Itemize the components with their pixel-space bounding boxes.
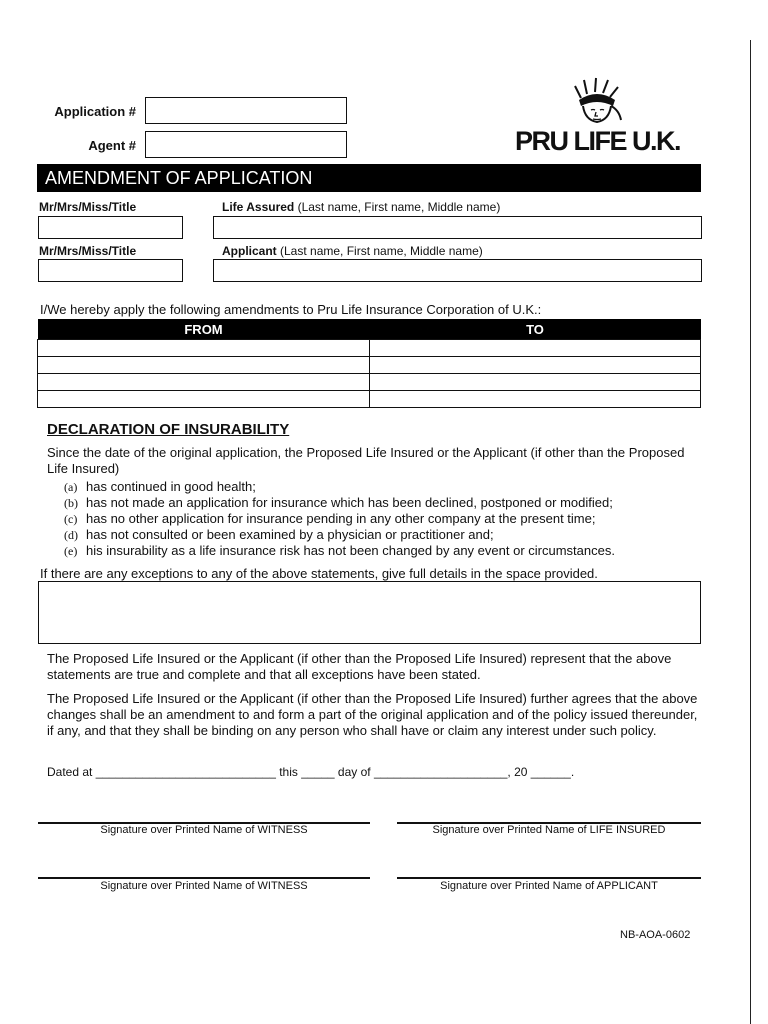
applicant-title-field[interactable] (38, 259, 183, 282)
from-cell[interactable] (38, 357, 370, 374)
exceptions-details-field[interactable] (38, 581, 701, 644)
agent-number-label: Agent # (88, 138, 136, 153)
list-marker: (b) (64, 496, 78, 510)
from-header: FROM (38, 319, 370, 340)
life-insured-caption: Signature over Printed Name of LIFE INSURED (432, 824, 666, 836)
from-cell[interactable] (38, 340, 370, 357)
pru-life-logo (515, 76, 700, 158)
witness-1-caption: Signature over Printed Name of WITNESS (100, 824, 308, 836)
to-cell[interactable] (370, 357, 701, 374)
table-row (38, 391, 701, 408)
applicant-label-bold: Applicant (222, 244, 277, 258)
application-number-field[interactable] (145, 97, 347, 124)
list-item (64, 495, 615, 511)
form-code: NB-AOA-0602 (620, 929, 691, 941)
declaration-lead: Since the date of the original application, the Proposed Life Insured or the Applicant (if other than the Proposed Life Insured) (47, 445, 685, 476)
life-assured-label-hint: (Last name, First name, Middle name) (294, 200, 501, 214)
table-row (38, 357, 701, 374)
list-marker: (e) (64, 544, 78, 558)
list-marker: (d) (64, 528, 78, 542)
list-item (64, 479, 615, 495)
agent-number-field[interactable] (145, 131, 347, 158)
amendments-intro: I/We hereby apply the following amendments to Pru Life Insurance Corporation of U.K.: (40, 302, 542, 317)
list-item (64, 527, 615, 543)
life-assured-label-bold: Life Assured (222, 200, 295, 214)
application-number-label: Application # (54, 104, 136, 119)
dated-line: Dated at ___________________________ this _____ day of ____________________, 20 ______. (47, 765, 575, 779)
exceptions-note: If there are any exceptions to any of the above statements, give full details in the space provided. (40, 566, 598, 581)
list-marker: (a) (64, 480, 78, 494)
to-cell[interactable] (370, 391, 701, 408)
title-label-applicant: Mr/Mrs/Miss/Title (39, 244, 137, 258)
life-assured-title-field[interactable] (38, 216, 183, 239)
table-row (38, 340, 701, 357)
declaration-title: DECLARATION OF INSURABILITY (47, 421, 290, 438)
list-item-text: has no other application for insurance pending in any other company at the present time; (86, 511, 596, 526)
form-title: AMENDMENT OF APPLICATION (45, 168, 313, 188)
page-edge-line (750, 40, 751, 1024)
applicant-label (222, 244, 483, 258)
logo-wordmark: PRU LIFE U.K. (515, 126, 681, 156)
declaration-list (64, 479, 615, 559)
from-cell[interactable] (38, 391, 370, 408)
applicant-label-hint: (Last name, First name, Middle name) (276, 244, 483, 258)
agreement-paragraph: The Proposed Life Insured or the Applicant (if other than the Proposed Life Insured) further agrees that the above changes shall be an amendment to and form a part of the original application and of the policy issued thereunder, if any, and that they shall be binding on any person who shall have or claim any interest under such policy. (47, 691, 698, 738)
to-cell[interactable] (370, 340, 701, 357)
list-marker: (c) (64, 512, 78, 526)
list-item-text: has not made an application for insurance which has been declined, postponed or modified; (86, 495, 613, 510)
representation-paragraph: The Proposed Life Insured or the Applicant (if other than the Proposed Life Insured) represent that the above statements are true and complete and that all exceptions have been stated. (47, 651, 672, 682)
witness-2-signature-line[interactable] (38, 877, 370, 879)
lady-liberty-head-icon (567, 76, 627, 126)
applicant-caption: Signature over Printed Name of APPLICANT (440, 880, 658, 892)
from-cell[interactable] (38, 374, 370, 391)
life-assured-label (222, 200, 500, 214)
applicant-signature-line[interactable] (397, 877, 701, 879)
list-item (64, 543, 615, 559)
to-cell[interactable] (370, 374, 701, 391)
list-item-text: has continued in good health; (86, 479, 256, 494)
list-item-text: his insurability as a life insurance risk has not been changed by any event or circumstances. (86, 543, 615, 558)
to-header: TO (370, 319, 701, 340)
list-item (64, 511, 615, 527)
amendments-header-row (38, 319, 701, 340)
title-label-life-assured: Mr/Mrs/Miss/Title (39, 200, 137, 214)
form-title-bar (37, 164, 701, 192)
applicant-name-field[interactable] (213, 259, 702, 282)
amendments-table (37, 319, 701, 408)
witness-2-caption: Signature over Printed Name of WITNESS (100, 880, 308, 892)
list-item-text: has not consulted or been examined by a physician or practitioner and; (86, 527, 494, 542)
table-row (38, 374, 701, 391)
life-assured-name-field[interactable] (213, 216, 702, 239)
